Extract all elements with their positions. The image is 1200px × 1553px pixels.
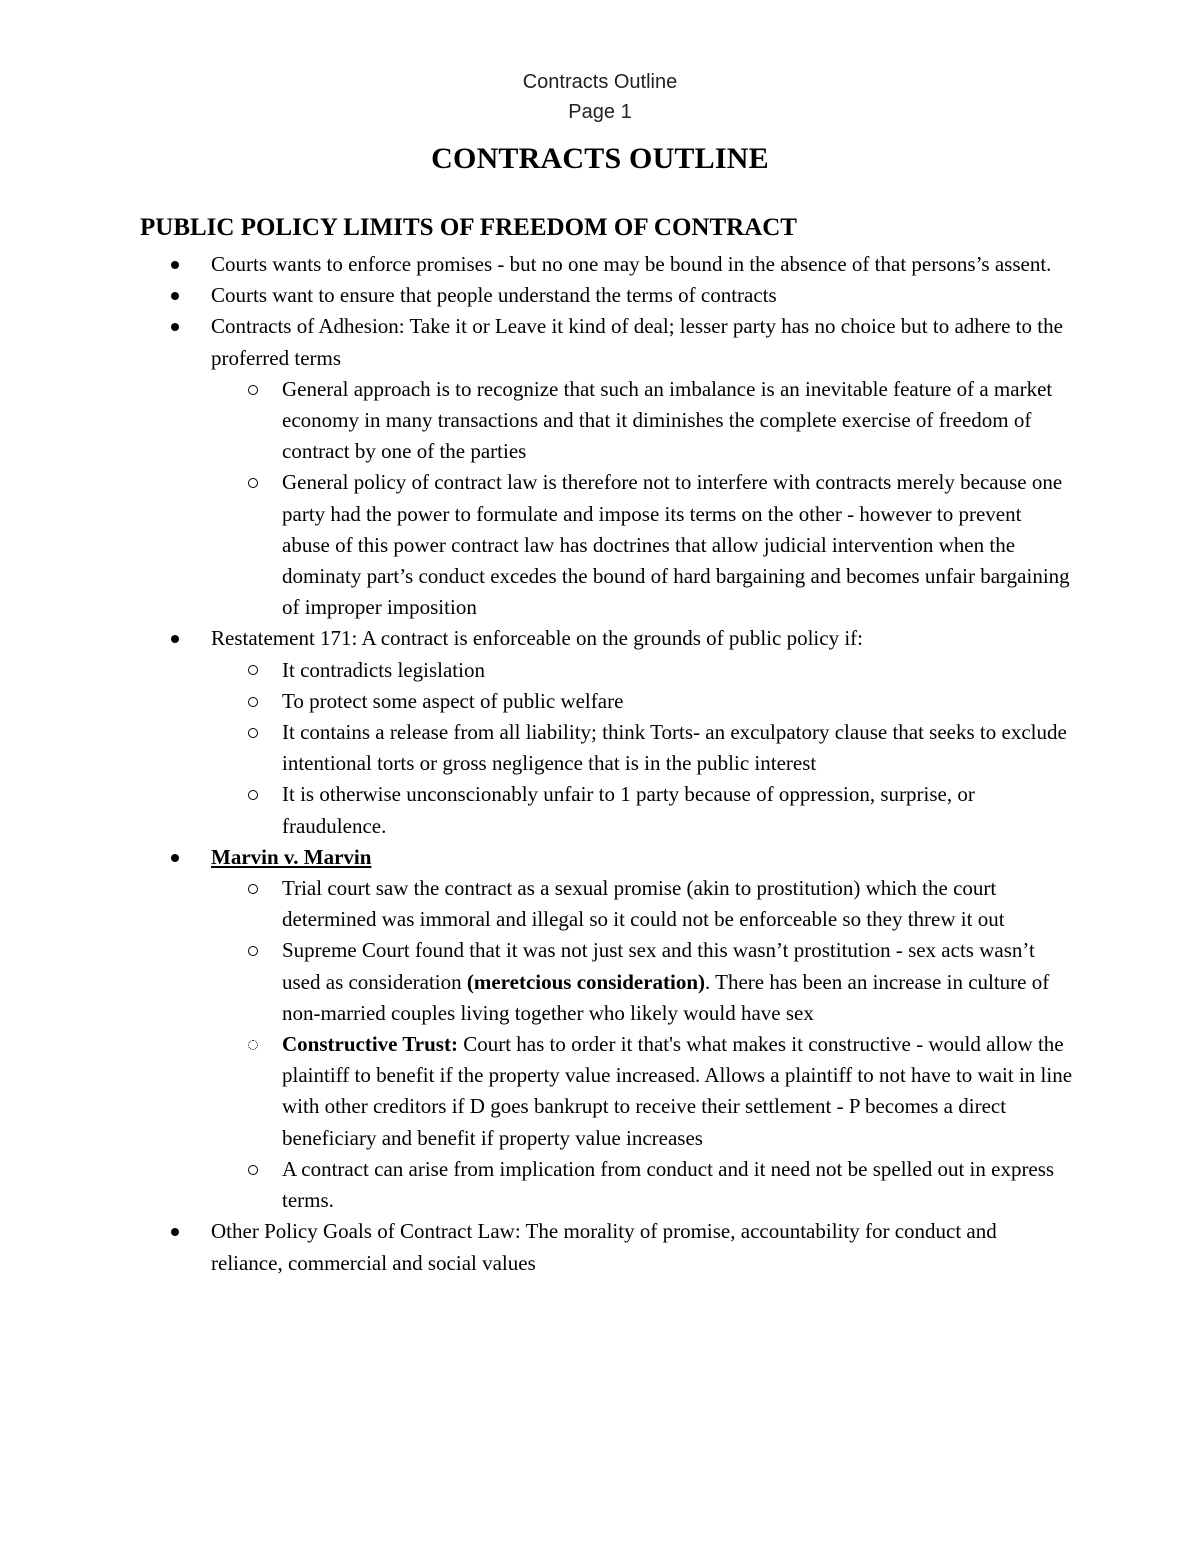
sub-list-item	[0, 779, 1072, 841]
bullet-icon	[171, 311, 179, 342]
sub-list-item	[0, 686, 1072, 717]
bullet-icon	[171, 249, 179, 280]
list-item	[0, 280, 1071, 311]
sub-list-item-text: Trial court saw the contract as a sexual promise (akin to prostitution) which the court determined was immoral and illegal so it could not be enforceable so they threw it out	[282, 876, 1005, 932]
circle-bullet-icon	[248, 873, 258, 904]
sub-list-item-text	[282, 1032, 1072, 1150]
sub-list-item-text: General approach is to recognize that such an imbalance is an inevitable feature of a market economy in many transactions and that it diminishes the complete exercise of freedom of contract by one of the parties	[282, 376, 1053, 464]
circle-bullet-icon	[248, 686, 258, 717]
list-item	[0, 311, 1071, 373]
circle-bullet-icon	[248, 467, 258, 498]
circle-bullet-icon	[248, 717, 258, 748]
bullet-icon	[171, 1216, 179, 1247]
list-item-text: Contracts of Adhesion: Take it or Leave it kind of deal; lesser party has no choice but to adhere to the proferred terms	[211, 314, 1063, 370]
document-title: CONTRACTS OUTLINE	[431, 142, 769, 175]
sub-list-item	[0, 935, 1072, 1029]
outline-body	[0, 249, 1200, 1279]
sub-list-item	[0, 1154, 1072, 1216]
sub-list-item	[0, 873, 1072, 935]
list-item	[0, 1216, 1071, 1278]
dotted-circle-bullet-icon	[248, 1029, 258, 1060]
sub-list-item-text: It contradicts legislation	[282, 657, 485, 682]
sub-list-item-text: General policy of contract law is therefore not to interfere with contracts merely because one party had the power to formulate and impose its terms on the other - however to prevent abuse of this power contract law has doctrines that allow judicial intervention when the dominaty part’s conduct excedes the bound of hard bargaining and becomes unfair bargaining of improper imposition	[282, 470, 1070, 620]
bullet-icon	[171, 842, 179, 873]
bullet-icon	[171, 280, 179, 311]
section-heading: PUBLIC POLICY LIMITS OF FREEDOM OF CONTRACT	[140, 214, 797, 241]
sub-list-item-text: To protect some aspect of public welfare	[282, 688, 624, 713]
list-item-text: Other Policy Goals of Contract Law: The morality of promise, accountability for conduct and reliance, commercial and social values	[211, 1219, 997, 1275]
header-page-number: Page 1	[568, 101, 632, 123]
sub-list-item-text	[282, 938, 1049, 1024]
case-name: Marvin v. Marvin	[211, 844, 372, 869]
sub-list-item-text: It contains a release from all liability; think Torts- an exculpatory clause that seeks to exclude intentional torts or gross negligence that is in the public interest	[282, 720, 1067, 776]
list-item-text: Courts want to ensure that people understand the terms of contracts	[211, 283, 777, 308]
list-item-text: Courts wants to enforce promises - but no one may be bound in the absence of that persons’s assent.	[211, 252, 1052, 276]
circle-bullet-icon	[248, 374, 258, 405]
circle-bullet-icon	[248, 935, 258, 966]
circle-bullet-icon	[248, 779, 258, 810]
sub-list-item	[0, 467, 1072, 623]
list-item	[0, 249, 1071, 280]
sub-list-item	[0, 717, 1072, 779]
bold-term: (meretcious consideration)	[466, 969, 706, 994]
sub-list-item	[0, 1029, 1072, 1154]
sub-list-item	[0, 655, 1072, 686]
sub-list-item-text: It is otherwise unconscionably unfair to 1 party because of oppression, surprise, or fraudulence.	[282, 782, 975, 838]
header-title: Contracts Outline	[522, 71, 678, 93]
circle-bullet-icon	[248, 1154, 258, 1185]
list-item	[0, 842, 1071, 873]
text-run: Court has to order it that's what makes it constructive - would allow the plaintiff to benefit if the property value increased. Allows a plaintiff to not have to wait in line with other creditors if D goes bankrupt to receive their settlement - P becomes a direct beneficiary and benefit if property value increases	[282, 1032, 1073, 1150]
text-run: Supreme Court found that it was not just sex and this wasn’t prostitution - sex acts wasn’t used as consideration	[282, 938, 1035, 994]
list-item	[0, 623, 1071, 654]
bullet-icon	[171, 623, 179, 654]
list-item-text: Restatement 171: A contract is enforceable on the grounds of public policy if:	[211, 626, 863, 651]
circle-bullet-icon	[248, 655, 258, 686]
bold-term: Constructive Trust:	[282, 1032, 458, 1057]
sub-list-item	[0, 374, 1072, 468]
text-run: . There has been an increase in culture of non-married couples living together who likely would have sex	[282, 969, 1050, 1025]
sub-list-item-text: A contract can arise from implication from conduct and it need not be spelled out in express terms.	[282, 1156, 1055, 1213]
